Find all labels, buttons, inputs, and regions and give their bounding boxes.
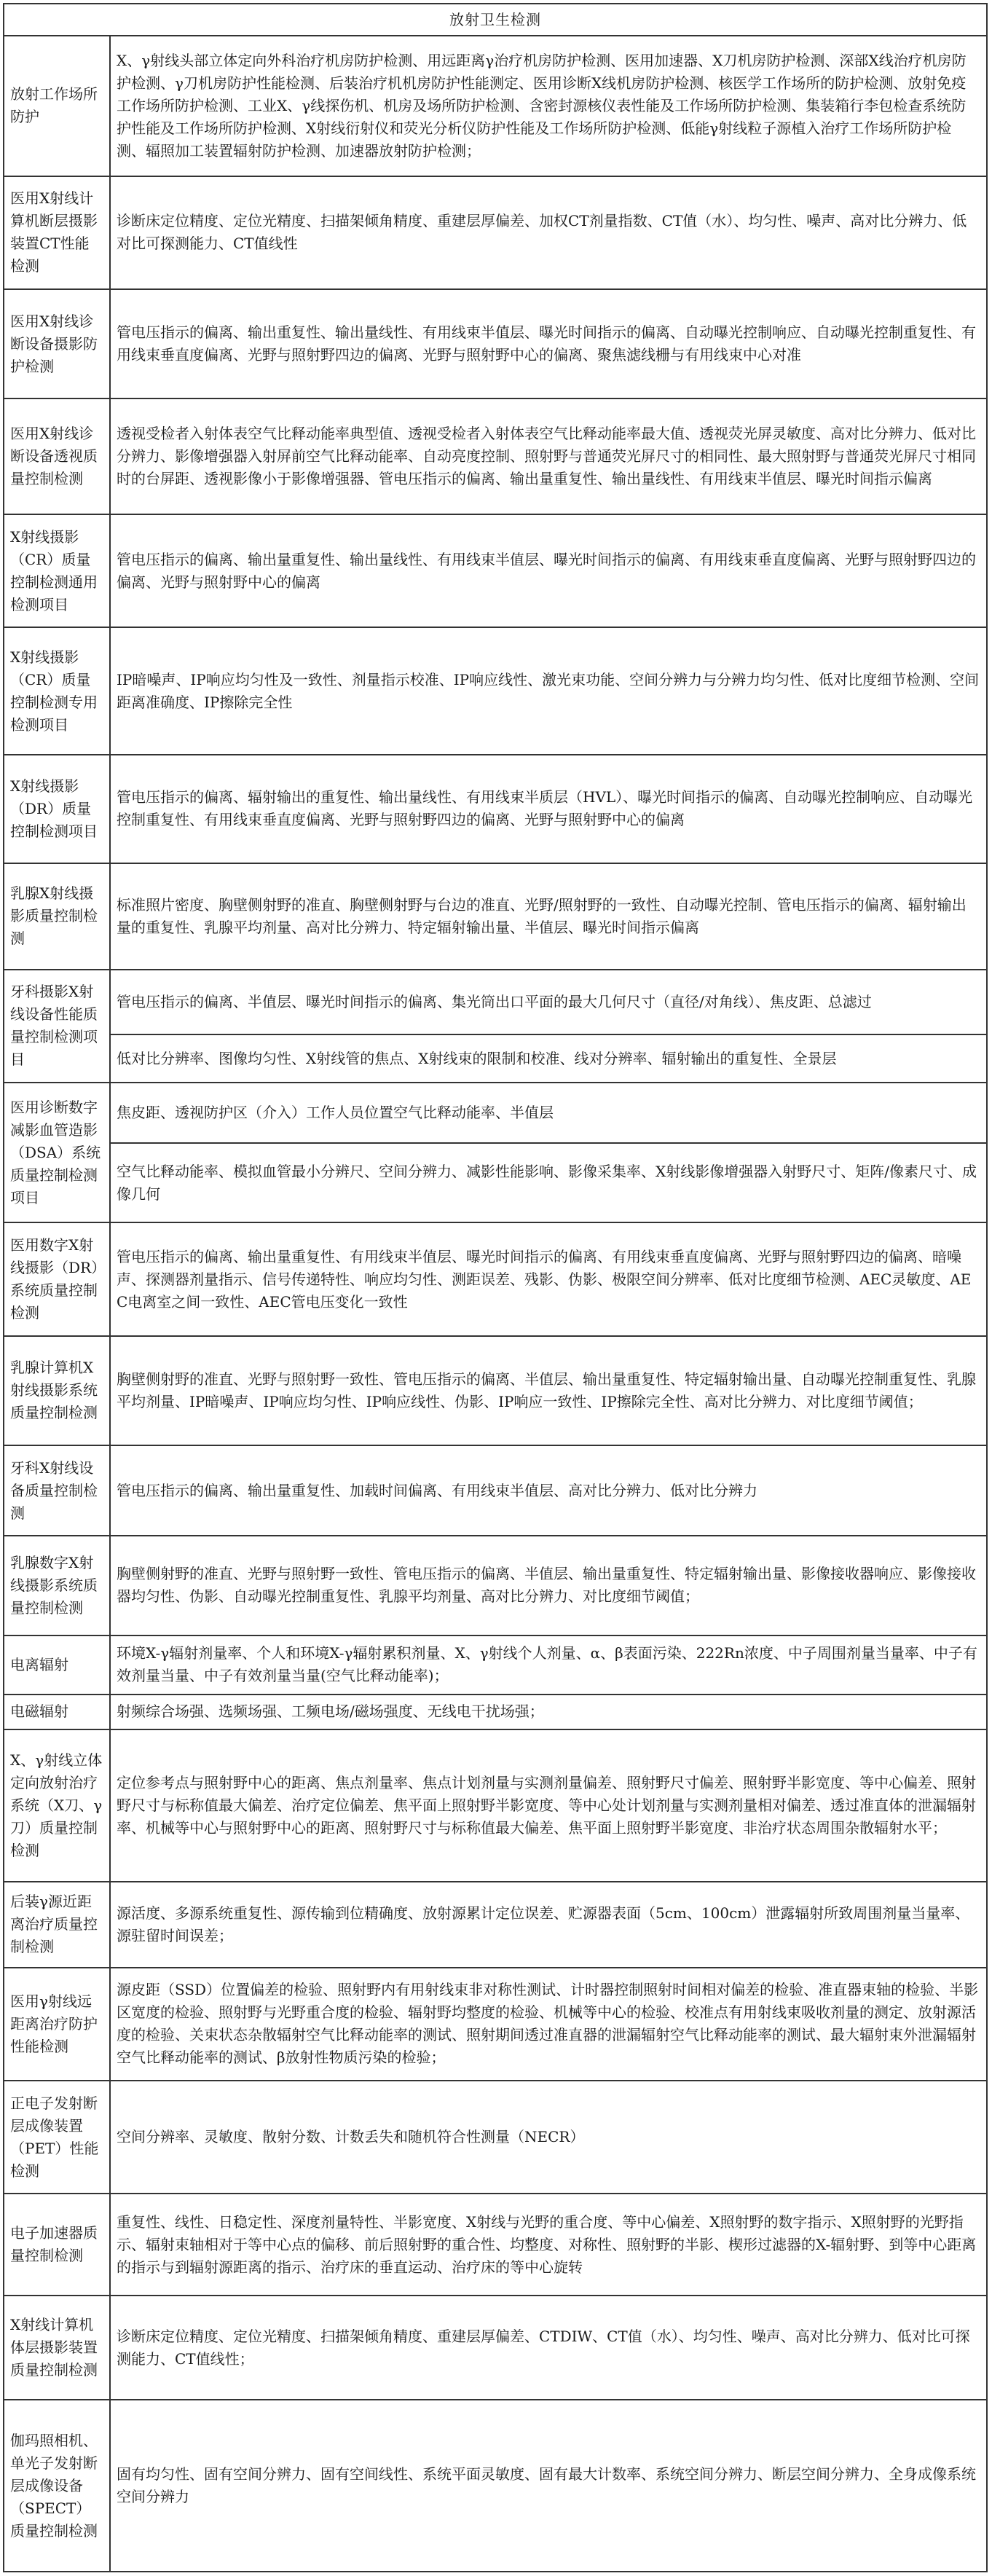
radiation-hygiene-test-table xyxy=(3,3,988,2572)
category-cell: X射线计算机体层摄影装置质量控制检测 xyxy=(4,2296,110,2400)
category-cell: X射线摄影（CR）质量控制检测通用检测项目 xyxy=(4,514,110,627)
test-items-cell: 定位参考点与照射野中心的距离、焦点剂量率、焦点计划剂量与实测剂量偏差、照射野尺寸偏差、照射野半影宽度、等中心偏差、照射野尺寸与标称值最大偏差、治疗定位偏差、焦平面上照射野半影宽度、等中心处计划剂量与实测剂量相对偏差、透过准直体的泄漏辐射率、机械等中心与照射野中心的距离、照射野尺寸与标称值最大偏差、焦平面上照射野半影宽度、非治疗状态周围杂散辐射水平； xyxy=(110,1729,987,1882)
table-row xyxy=(4,289,987,399)
test-items-cell: 管电压指示的偏离、辐射输出的重复性、输出量线性、有用线束半质层（HVL）、曝光时间指示的偏离、自动曝光控制响应、自动曝光控制重复性、有用线束垂直度偏离、光野与照射野四边的偏离、光野与照射野中心的偏离 xyxy=(110,755,987,863)
test-items-cell: 源活度、多源系统重复性、源传输到位精确度、放射源累计定位误差、贮源器表面（5cm、100cm）泄露辐射所致周围剂量当量率、源驻留时间误差； xyxy=(110,1882,987,1968)
table-row xyxy=(4,1729,987,1882)
test-items-cell: 胸壁侧射野的准直、光野与照射野一致性、管电压指示的偏离、半值层、输出量重复性、特定辐射输出量、自动曝光控制重复性、乳腺平均剂量、IP暗噪声、IP响应均匀性、IP响应线性、伪影、IP响应一致性、IP擦除完全性、高对比分辨力、对比度细节阈值； xyxy=(110,1336,987,1446)
document-page xyxy=(3,3,988,2572)
table-row xyxy=(4,36,987,176)
category-cell: 电子加速器质量控制检测 xyxy=(4,2194,110,2296)
table-row xyxy=(4,1635,987,1695)
test-items-cell: 低对比分辨率、图像均匀性、X射线管的焦点、X射线束的限制和校准、线对分辨率、辐射输出的重复性、全景层 xyxy=(110,1034,987,1083)
table-row xyxy=(4,1695,987,1729)
table-row xyxy=(4,1536,987,1635)
test-items-cell: 诊断床定位精度、定位光精度、扫描架倾角精度、重建层厚偏差、加权CT剂量指数、CT值（水）、均匀性、噪声、高对比分辨力、低对比可探测能力、CT值线性 xyxy=(110,176,987,289)
test-items-cell: 胸壁侧射野的准直、光野与照射野一致性、管电压指示的偏离、半值层、输出量重复性、特定辐射输出量、影像接收器响应、影像接收器均匀性、伪影、自动曝光控制重复性、乳腺平均剂量、高对比分辨力、对比度细节阈值； xyxy=(110,1536,987,1635)
table-row xyxy=(4,863,987,970)
category-cell: 医用X射线诊断设备摄影防护检测 xyxy=(4,289,110,399)
category-cell: 伽玛照相机、单光子发射断层成像设备（SPECT）质量控制检测 xyxy=(4,2400,110,2572)
category-cell: 电离辐射 xyxy=(4,1635,110,1695)
table-row xyxy=(4,1968,987,2081)
category-cell: 乳腺数字X射线摄影系统质量控制检测 xyxy=(4,1536,110,1635)
test-items-cell: 源皮距（SSD）位置偏差的检验、照射野内有用射线束非对称性测试、计时器控制照射时间相对偏差的检验、准直器束轴的检验、半影区宽度的检验、照射野与光野重合度的检验、辐射野均整度的检验、机械等中心的检验、校准点有用射线束吸收剂量的测定、放射源活度的检验、关束状态杂散辐射空气比释动能率的测试、照射期间透过准直器的泄漏辐射空气比释动能率的测试、最大辐射束外泄漏辐射空气比释动能率的测试、β放射性物质污染的检验； xyxy=(110,1968,987,2081)
category-cell: 牙科摄影X射线设备性能质量控制检测项目 xyxy=(4,970,110,1083)
category-cell: 电磁辐射 xyxy=(4,1695,110,1729)
table-title-row xyxy=(4,4,987,36)
table-row xyxy=(4,2296,987,2400)
test-items-cell: 环境X-γ辐射剂量率、个人和环境X-γ辐射累积剂量、X、γ射线个人剂量、α、β表面污染、222Rn浓度、中子周围剂量当量率、中子有效剂量当量、中子有效剂量当量(空气比释动能率)； xyxy=(110,1635,987,1695)
table-row xyxy=(4,1336,987,1446)
table-row xyxy=(4,1445,987,1536)
test-items-cell: 射频综合场强、选频场强、工频电场/磁场强度、无线电干扰场强； xyxy=(110,1695,987,1729)
category-cell: 医用X射线计算机断层摄影装置CT性能检测 xyxy=(4,176,110,289)
test-items-cell: 焦皮距、透视防护区（介入）工作人员位置空气比释动能率、半值层 xyxy=(110,1083,987,1143)
test-items-cell: 诊断床定位精度、定位光精度、扫描架倾角精度、重建层厚偏差、CTDIW、CT值（水）、均匀性、噪声、高对比分辨力、低对比可探测能力、CT值线性； xyxy=(110,2296,987,2400)
test-items-cell: IP暗噪声、IP响应均匀性及一致性、剂量指示校准、IP响应线性、激光束功能、空间分辨力与分辨力均匀性、低对比度细节检测、空间距离准确度、IP擦除完全性 xyxy=(110,627,987,754)
test-items-cell: 空气比释动能率、模拟血管最小分辨尺、空间分辨力、减影性能影响、影像采集率、X射线影像增强器入射野尺寸、矩阵/像素尺寸、成像几何 xyxy=(110,1143,987,1222)
category-cell: 医用数字X射线摄影（DR）系统质量控制检测 xyxy=(4,1222,110,1335)
category-cell: 牙科X射线设备质量控制检测 xyxy=(4,1445,110,1536)
table-row xyxy=(4,970,987,1035)
table-row xyxy=(4,755,987,863)
table-row xyxy=(4,1083,987,1143)
table-row xyxy=(4,176,987,289)
test-items-cell: 标准照片密度、胸壁侧射野的准直、胸壁侧射野与台边的准直、光野/照射野的一致性、自动曝光控制、管电压指示的偏离、辐射输出量的重复性、乳腺平均剂量、高对比分辨力、特定辐射输出量、半值层、曝光时间指示偏离 xyxy=(110,863,987,970)
table-row xyxy=(4,2400,987,2572)
test-items-cell: 管电压指示的偏离、输出量重复性、加载时间偏离、有用线束半值层、高对比分辨力、低对比分辨力 xyxy=(110,1445,987,1536)
category-cell: X、γ射线立体定向放射治疗系统（X刀、γ刀）质量控制检测 xyxy=(4,1729,110,1882)
test-items-cell: 重复性、线性、日稳定性、深度剂量特性、半影宽度、X射线与光野的重合度、等中心偏差、X照射野的数字指示、X照射野的光野指示、辐射束轴相对于等中心点的偏移、前后照射野的重合性、均整度、对称性、照射野的半影、楔形过滤器的X-辐射野、到等中心距离的指示与到辐射源距离的指示、治疗床的垂直运动、治疗床的等中心旋转 xyxy=(110,2194,987,2296)
table-row xyxy=(4,514,987,627)
table-row xyxy=(4,1034,987,1083)
category-cell: 放射工作场所防护 xyxy=(4,36,110,176)
table-row xyxy=(4,627,987,754)
test-items-cell: 管电压指示的偏离、半值层、曝光时间指示的偏离、集光筒出口平面的最大几何尺寸（直径/对角线）、焦皮距、总滤过 xyxy=(110,970,987,1035)
test-items-cell: X、γ射线头部立体定向外科治疗机房防护检测、用远距离γ治疗机房防护检测、医用加速器、X刀机房防护检测、深部X线治疗机房防护检测、γ刀机房防护性能检测、后装治疗机机房防护性能测定、医用诊断X线机房防护检测、核医学工作场所的防护检测、放射免疫工作场所防护检测、工业X、γ线探伤机、机房及场所防护检测、含密封源核仪表性能及工作场所防护检测、集装箱行李包检查系统防护性能及工作场所防护检测、X射线衍射仪和荧光分析仪防护性能及工作场所防护检测、低能γ射线粒子源植入治疗工作场所防护检测、辐照加工装置辐射防护检测、加速器放射防护检测； xyxy=(110,36,987,176)
table-row xyxy=(4,1143,987,1222)
category-cell: 后装γ源近距离治疗质量控制检测 xyxy=(4,1882,110,1968)
category-cell: 医用X射线诊断设备透视质量控制检测 xyxy=(4,398,110,514)
test-items-cell: 空间分辨率、灵敏度、散射分数、计数丢失和随机符合性测量（NECR） xyxy=(110,2081,987,2194)
table-row xyxy=(4,2194,987,2296)
category-cell: X射线摄影（DR）质量控制检测项目 xyxy=(4,755,110,863)
category-cell: 正电子发射断层成像装置（PET）性能检测 xyxy=(4,2081,110,2194)
test-items-cell: 固有均匀性、固有空间分辨力、固有空间线性、系统平面灵敏度、固有最大计数率、系统空间分辨力、断层空间分辨力、全身成像系统空间分辨力 xyxy=(110,2400,987,2572)
category-cell: 医用诊断数字减影血管造影（DSA）系统质量控制检测项目 xyxy=(4,1083,110,1222)
test-items-cell: 管电压指示的偏离、输出重复性、输出量线性、有用线束半值层、曝光时间指示的偏离、自动曝光控制响应、自动曝光控制重复性、有用线束垂直度偏离、光野与照射野四边的偏离、光野与照射野中心的偏离、聚焦滤线栅与有用线束中心对准 xyxy=(110,289,987,399)
category-cell: 乳腺X射线摄影质量控制检测 xyxy=(4,863,110,970)
category-cell: 医用γ射线远距离治疗防护性能检测 xyxy=(4,1968,110,2081)
table-title: 放射卫生检测 xyxy=(4,4,987,36)
table-row xyxy=(4,2081,987,2194)
test-items-cell: 管电压指示的偏离、输出量重复性、输出量线性、有用线束半值层、曝光时间指示的偏离、有用线束垂直度偏离、光野与照射野四边的偏离、光野与照射野中心的偏离 xyxy=(110,514,987,627)
category-cell: X射线摄影（CR）质量控制检测专用检测项目 xyxy=(4,627,110,754)
test-items-cell: 透视受检者入射体表空气比释动能率典型值、透视受检者入射体表空气比释动能率最大值、透视荧光屏灵敏度、高对比分辨力、低对比分辨力、影像增强器入射屏前空气比释动能率、自动亮度控制、照射野与普通荧光屏尺寸的相同性、最大照射野与普通荧光屏尺寸相同时的台屏距、透视影像小于影像增强器、管电压指示的偏离、输出量重复性、输出量线性、有用线束半值层、曝光时间指示偏离 xyxy=(110,398,987,514)
category-cell: 乳腺计算机X射线摄影系统质量控制检测 xyxy=(4,1336,110,1446)
table-row xyxy=(4,1882,987,1968)
test-items-cell: 管电压指示的偏离、输出量重复性、有用线束半值层、曝光时间指示的偏离、有用线束垂直度偏离、光野与照射野四边的偏离、暗噪声、探测器剂量指示、信号传递特性、响应均匀性、测距误差、残影、伪影、极限空间分辨率、低对比度细节检测、AEC灵敏度、AEC电离室之间一致性、AEC管电压变化一致性 xyxy=(110,1222,987,1335)
table-row xyxy=(4,1222,987,1335)
table-row xyxy=(4,398,987,514)
